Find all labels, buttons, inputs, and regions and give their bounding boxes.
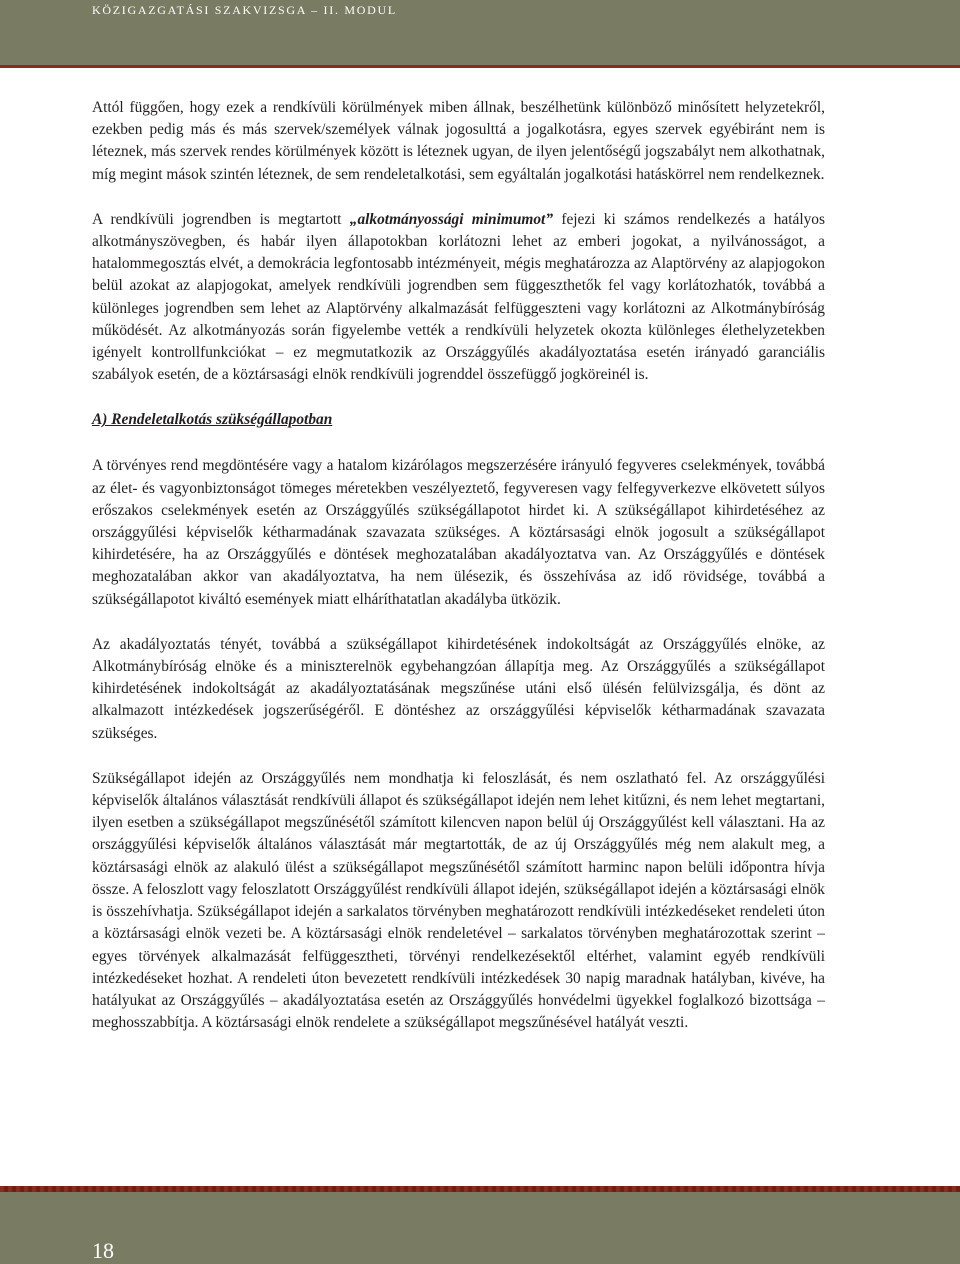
paragraph-3: A törvényes rend megdöntésére vagy a hatalom kizárólagos megszerzésére irányuló fegyveres cselekmények, továbbá az élet- és vagyonbiztonságot tömeges méretekben veszélyeztető, fegyveresen vagy felfegyverkezve elkövetett súlyos erőszakos cselekmények esetén az Országgyűlés szükségállapotot hirdet ki. A szükségállapot kihirdetéséhez az országgyűlési képviselők kétharmadának szavazata szükséges. A köztársasági elnök jogosult a szükségállapot kihirdetésére, ha az Országgyűlés e döntések meghozatalában akadályoztatva van. Az Országgyűlés e döntések meghozatalában akkor van akadályoztatva, ha nem ülésezik, és összehívása az idő rövidsége, továbbá a szükségállapotot kiváltó események miatt elháríthatatlan akadályba ütközik. xyxy=(92,457,825,608)
section-heading: A) Rendeletalkotás szükségállapotban xyxy=(92,411,333,429)
paragraph-2-rest: fejezi ki számos rendelkezés a hatályos alkotmányszövegben, és habár ilyen állapotokban korlátozni lehet az emberi jogokat, a nyilvánosságot, a hatalommegosztás elvét, a demokrácia legfontosabb intézményeit, mégis meghatározza az Alaptörvény az alapjogokon belül azokat az alapjogokat, amelyek rendkívüli jogrendben sem függeszthetők fel vagy korlátozhatók, továbbá a különleges jogrendben sem lehet az Alaptörvény alkalmazását felfüggeszteni vagy korlátozni az Alkotmánybíróság működését. Az alkotmányozás során figyelembe vették a rendkívüli helyzetek okozta különleges élethelyzetekben igényelt kontrollfunkciókat – ez megmutatkozik az Országgyűlés akadályoztatása esetén irányadó garanciális szabályok esetén, de a köztársasági elnök rendkívüli jogrenddel összefüggő jogköreinél is. xyxy=(92,210,825,384)
paragraph-4: Az akadályoztatás tényét, továbbá a szükségállapot kihirdetésének indokoltságát az Országgyűlés elnöke, az Alkotmánybíróság elnöke és a miniszterelnök egybehangzóan állapítja meg. Az Országgyűlés a szükségállapot kihirdetésének indokoltságát az akadályoztatásának megszűnése utáni első ülésén felülvizsgálja, és dönt az alkalmazott intézkedések jogszerűségéről. E döntéshez az országgyűlési képviselők kétharmadának szavazata szükséges. xyxy=(92,635,825,742)
paragraph-1: Attól függően, hogy ezek a rendkívüli körülmények miben állnak, beszélhetünk különböző minősített helyzetekről, ezekben pedig más és más szervek/személyek válnak jogosulttá a jogalkotásra, egyes szervek egyébiránt nem is léteznek, más szervek rendes körülmények között is léteznek ugyan, de ilyen jelentőségű jogszabályt nem alkothatnak, míg megint mások szintén léteznek, de sem rendeletalkotási, sem egyáltalán jogalkotási hatáskörrel nem rendelkeznek. xyxy=(92,99,825,183)
paragraph-2-lead: A rendkívüli jogrendben is megtartott xyxy=(92,210,350,228)
running-header: KÖZIGAZGATÁSI SZAKVIZSGA – II. MODUL xyxy=(92,3,397,17)
page-number: 18 xyxy=(92,1238,114,1263)
paragraph-2 xyxy=(92,209,825,387)
paragraph-5: Szükségállapot idején az Országgyűlés nem mondhatja ki feloszlását, és nem oszlatható fel. Az országgyűlési képviselők általános választását rendkívüli állapot és szükségállapot idején nem lehet kitűzni, és nem lehet megtartani, ilyen esetben a szükségállapot megszűnésétől számított kilencven napon belül új Országgyűlést kell választani. Ha az országgyűlési képviselők általános választását már megtartották, de az új Országgyűlés még nem alakult meg, a köztársasági elnök az alakuló ülést a szükségállapot megszűnésétől számított harminc napon belüli időpontra hívja össze. A feloszlott vagy feloszlatott Országgyűlést rendkívüli állapot idején, szükségállapot idején a köztársasági elnök is összehívhatja. Szükségállapot idején a sarkalatos törvényben meghatározott rendkívüli intézkedéseket rendeleti úton a köztársasági elnök vezeti be. A köztársasági elnök rendeletével – sarkalatos törvényben meghatározottak szerint – egyes törvények alkalmazását felfüggesztheti, törvényi rendelkezésektől eltérhet, valamint egyéb rendkívüli intézkedéseket hozhat. A rendeleti úton bevezetett rendkívüli intézkedések 30 napig maradnak hatályban, kivéve, ha hatályukat az Országgyűlés – akadályoztatása esetén az Országgyűlés honvédelmi ügyekkel foglalkozó bizottsága – meghosszabbítja. A köztársasági elnök rendelete a szükségállapot megszűnésével hatályát veszti. xyxy=(92,769,825,1032)
emphasis-alkotmanyossagi-minimum: „alkotmányossági minimumot” xyxy=(349,210,554,228)
footer-band xyxy=(0,1186,960,1264)
header-band xyxy=(0,0,960,68)
page-body xyxy=(92,97,825,1057)
